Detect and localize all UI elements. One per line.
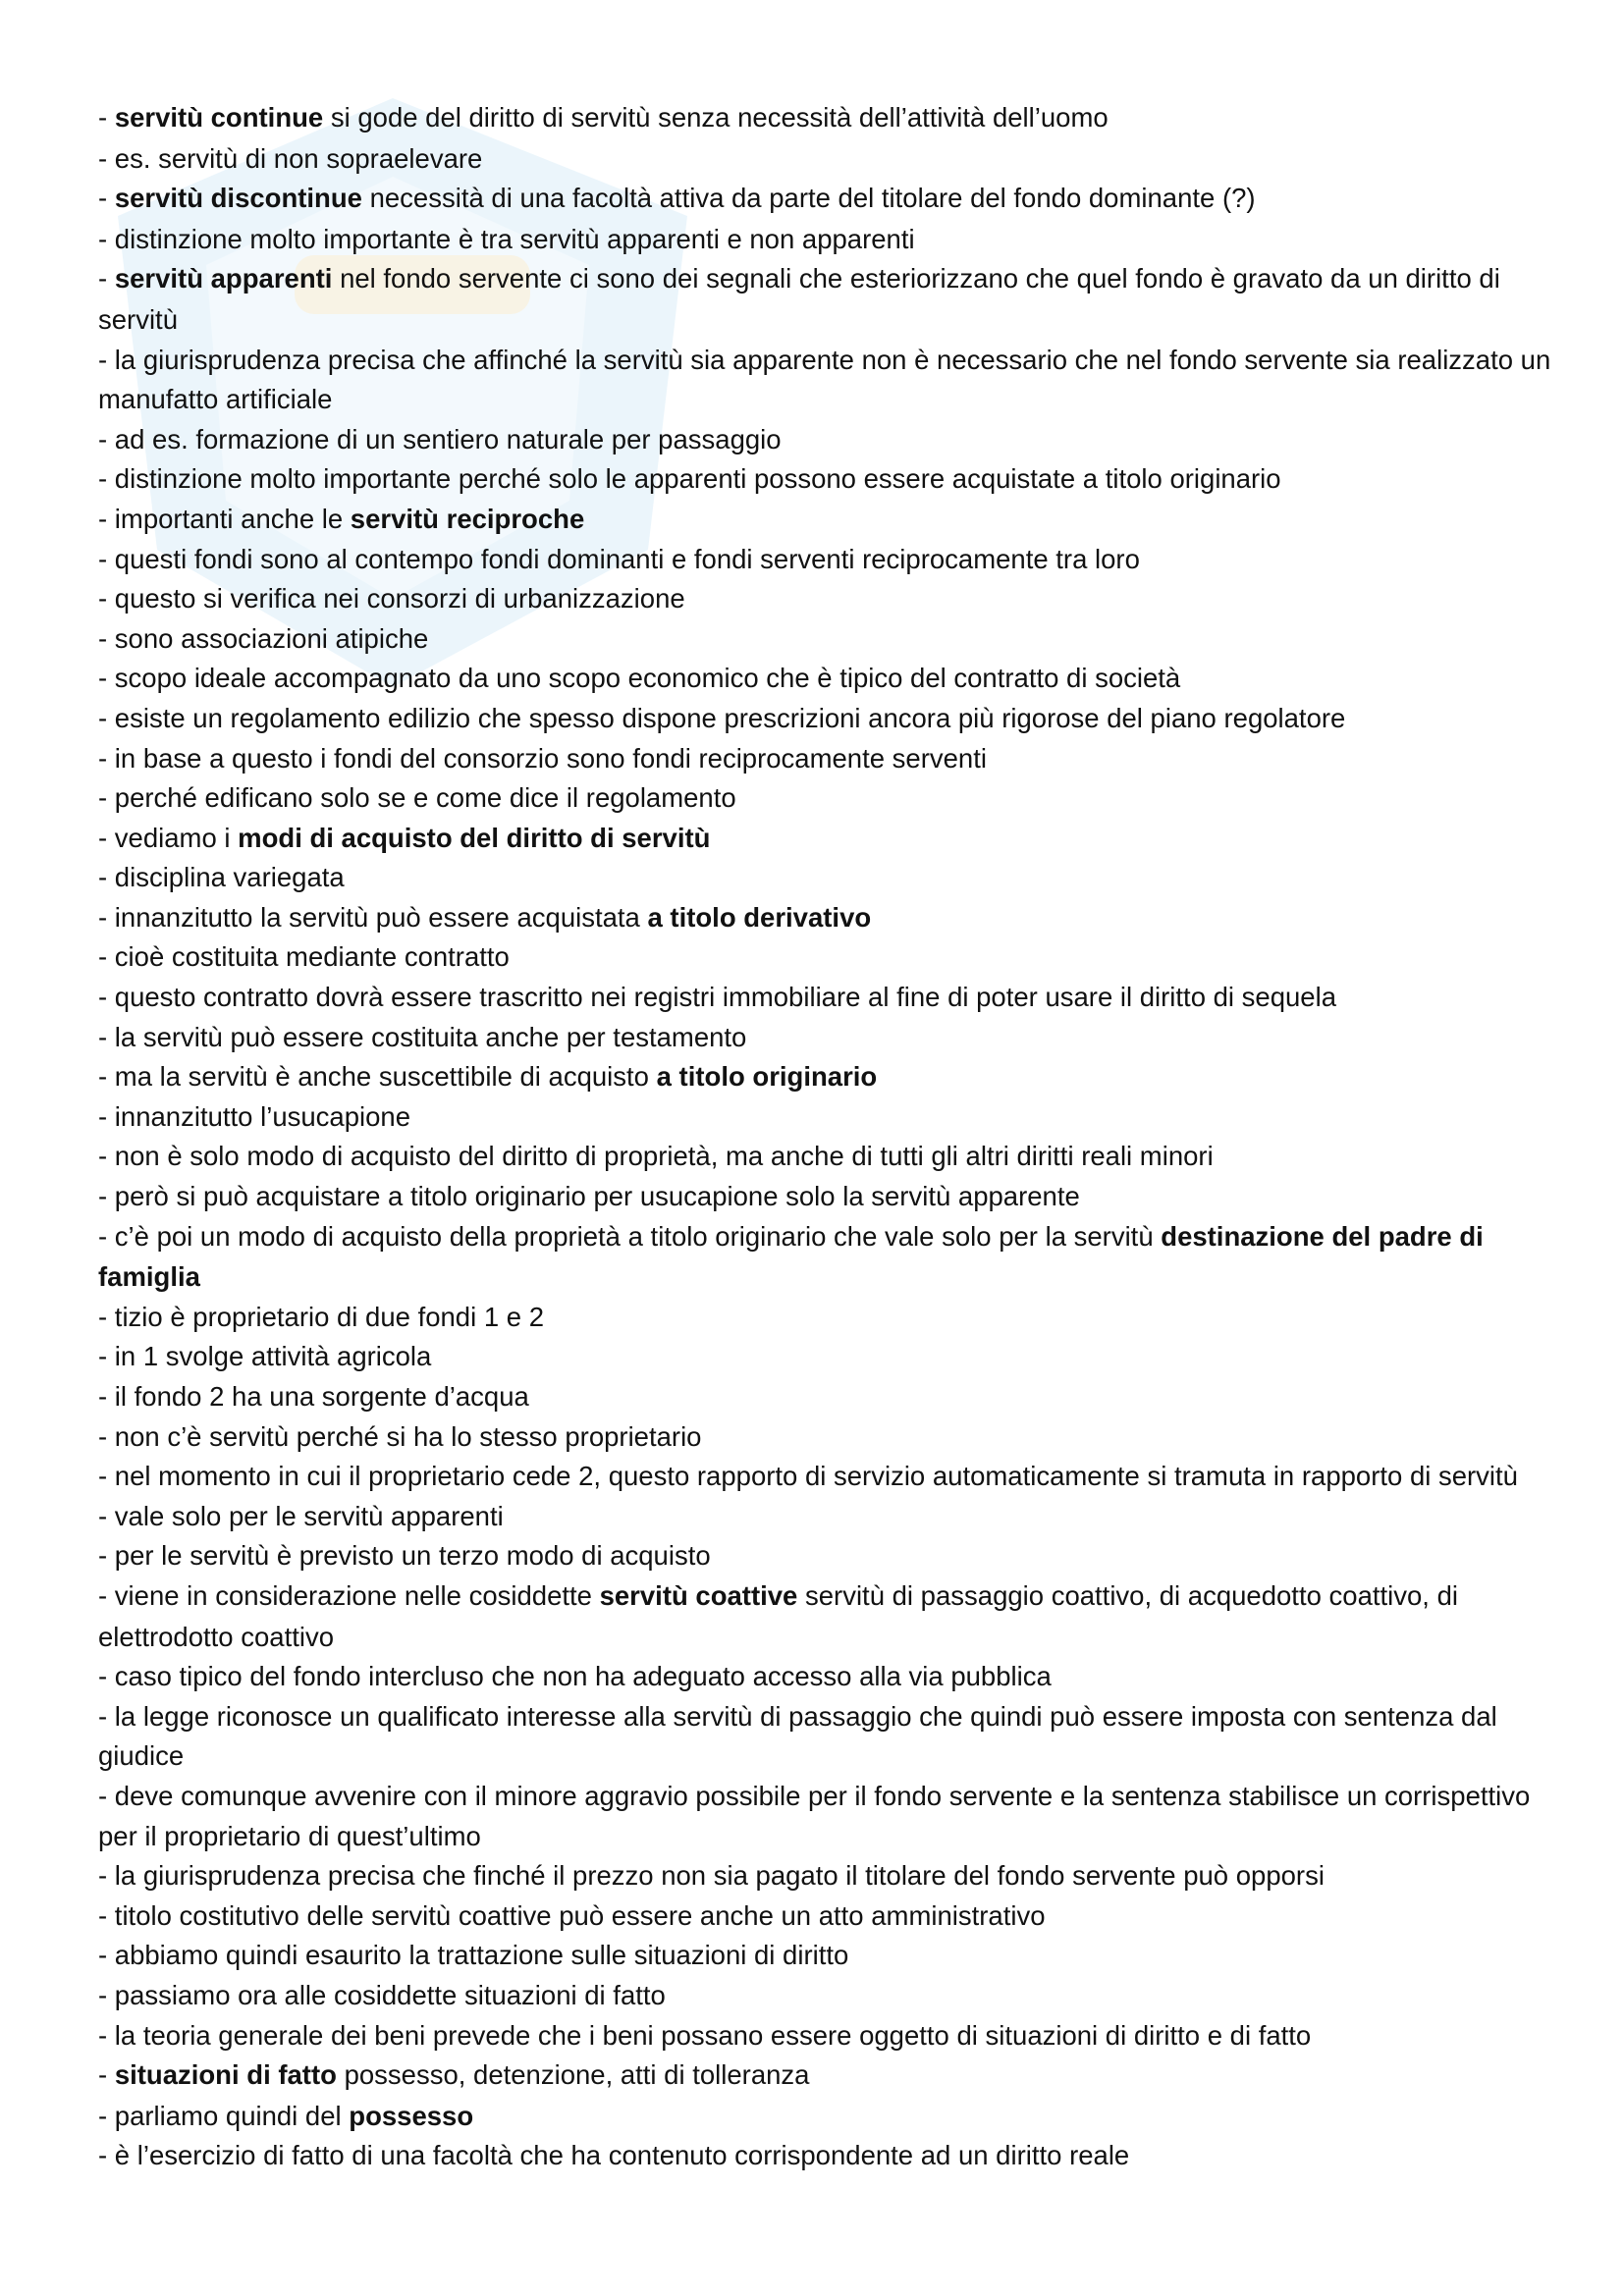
line-text: - vale solo per le servitù apparenti [98,1500,504,1531]
line-text: servitù di passaggio coattivo, di acquedotto coattivo, di elettrodotto coattivo [98,1579,1458,1652]
text-line [98,739,1551,779]
text-line [98,1936,1551,1976]
line-text: si gode del diritto di servitù senza necessità dell’attività dell’uomo [330,102,1109,133]
line-text: - ma la servitù è anche suscettibile di acquisto [98,1061,657,1093]
line-text: - titolo costitutivo delle servitù coattive può essere anche un atto amministrativo [98,1899,1046,1931]
text-line [98,1298,1551,1338]
text-line [98,1497,1551,1537]
line-text: - deve comunque avvenire con il minore aggravio possibile per il fondo servente e la sentenza stabilisce un corrispettivo per il proprietario di quest’ultimo [98,1780,1531,1851]
line-text [797,1580,805,1611]
text-line [98,1856,1551,1896]
line-text [337,2059,345,2090]
document-page [98,98,1551,2176]
line-text [323,102,331,133]
text-line [98,540,1551,580]
line-text: - ad es. formazione di un sentiero naturale per passaggio [98,423,782,454]
text-line [98,1417,1551,1458]
bold-term: a titolo originario [656,1061,878,1093]
bold-term: destinazione del padre di famiglia [98,1220,1484,1293]
line-text: - il fondo 2 ha una sorgente d’acqua [98,1381,529,1412]
line-text: - perché edificano solo se e come dice il regolamento [98,782,736,814]
text-line [98,1457,1551,1497]
text-line [98,179,1551,220]
text-line [98,1217,1551,1298]
line-text: - caso tipico del fondo intercluso che non ha adeguato accesso alla via pubblica [98,1661,1052,1692]
line-text: - [98,102,115,133]
text-line [98,1177,1551,1217]
line-text: - però si può acquistare a titolo originario per usucapione solo la servitù apparente [98,1181,1080,1212]
text-line [98,1097,1551,1138]
line-text: nel fondo servente ci sono dei segnali che esteriorizzano che quel fondo è gravato da un diritto di servitù [98,263,1500,335]
text-line [98,98,1551,139]
line-text: - è l’esercizio di fatto di una facoltà che ha contenuto corrispondente ad un diritto reale [98,2140,1130,2171]
bold-term: servitù reciproche [350,503,585,534]
text-line [98,341,1551,420]
text-line [98,1018,1551,1058]
text-line [98,1536,1551,1576]
text-line [98,898,1551,938]
line-text: - vediamo i [98,822,239,853]
line-text: - [98,263,115,294]
text-line [98,619,1551,660]
text-line [98,2097,1551,2137]
line-text: - la legge riconosce un qualificato interesse alla servitù di passaggio che quindi può essere imposta con sentenza dal giudice [98,1700,1497,1772]
line-text: - non è solo modo di acquisto del diritto di proprietà, ma anche di tutti gli altri diritti reali minori [98,1141,1214,1172]
text-line [98,500,1551,540]
line-text: - questi fondi sono al contempo fondi dominanti e fondi serventi reciprocamente tra loro [98,543,1140,574]
line-text: - parliamo quindi del [98,2100,350,2131]
line-text: - questo contratto dovrà essere trascritto nei registri immobiliare al fine di poter usare il diritto di sequela [98,982,1336,1013]
text-line [98,858,1551,898]
bold-term: servitù coattive [599,1579,798,1611]
text-line [98,1657,1551,1697]
line-text: - la giurisprudenza precisa che affinché la servitù sia apparente non è necessario che nel fondo servente sia realizzato un manufatto artificiale [98,344,1551,415]
text-line [98,579,1551,619]
line-text: - sono associazioni atipiche [98,622,429,654]
text-line [98,1137,1551,1177]
line-text: - in 1 svolge attività agricola [98,1341,432,1372]
text-line [98,1777,1551,1856]
text-line [98,819,1551,859]
text-line [98,1697,1551,1777]
line-text: - la servitù può essere costituita anche per testamento [98,1021,747,1052]
text-line [98,2056,1551,2097]
text-line [98,937,1551,978]
line-text [332,263,340,294]
text-line [98,659,1551,699]
bold-term: servitù discontinue [114,183,362,214]
text-line [98,699,1551,739]
line-text: - passiamo ora alle cosiddette situazioni di fatto [98,1979,666,2010]
line-text: necessità di una facoltà attiva da parte del titolare del fondo dominante (?) [369,183,1256,214]
line-text: - importanti anche le [98,503,351,534]
text-line [98,1377,1551,1417]
text-line [98,1896,1551,1937]
line-text: - viene in considerazione nelle cosiddette [98,1579,600,1611]
bold-term: possesso [349,2100,474,2131]
line-text: - [98,2059,115,2091]
line-text: - in base a questo i fondi del consorzio sono fondi reciprocamente serventi [98,742,987,774]
text-line [98,459,1551,500]
bold-term: situazioni di fatto [114,2059,337,2091]
line-text: - per le servitù è previsto un terzo modo di acquisto [98,1540,711,1572]
line-text: - la giurisprudenza precisa che finché il prezzo non sia pagato il titolare del fondo servente può opporsi [98,1860,1325,1892]
text-line [98,420,1551,460]
line-text: - distinzione molto importante perché solo le apparenti possono essere acquistate a titolo originario [98,463,1281,495]
line-text: - la teoria generale dei beni prevede che i beni possano essere oggetto di situazioni di diritto e di fatto [98,2019,1312,2051]
line-text: - questo si verifica nei consorzi di urbanizzazione [98,583,685,614]
bold-term: servitù continue [114,102,324,133]
bold-term: modi di acquisto del diritto di servitù [238,822,711,853]
text-line [98,2016,1551,2056]
line-text: - scopo ideale accompagnato da uno scopo economico che è tipico del contratto di società [98,663,1181,694]
text-line [98,2136,1551,2176]
text-line [98,978,1551,1018]
text-line [98,259,1551,340]
line-text: - esiste un regolamento edilizio che spesso dispone prescrizioni ancora più rigorose del piano regolatore [98,702,1346,733]
line-text: - nel momento in cui il proprietario cede 2, questo rapporto di servizio automaticamente si tramuta in rapporto di servitù [98,1461,1518,1492]
line-text [362,183,370,213]
line-text: - non c’è servitù perché si ha lo stesso proprietario [98,1420,702,1452]
bold-term: servitù apparenti [114,263,333,294]
text-line [98,220,1551,260]
line-text: - es. servitù di non sopraelevare [98,142,483,174]
line-text: - tizio è proprietario di due fondi 1 e 2 [98,1301,545,1332]
line-text: possesso, detenzione, atti di tolleranza [344,2059,810,2091]
text-line [98,1057,1551,1097]
text-line [98,139,1551,180]
text-line [98,1337,1551,1377]
line-text: - [98,183,115,214]
line-text: - c’è poi un modo di acquisto della proprietà a titolo originario che vale solo per la servitù [98,1220,1162,1252]
line-text: - innanzitutto la servitù può essere acquistata [98,901,648,933]
text-line [98,778,1551,819]
line-text: - innanzitutto l’usucapione [98,1100,410,1132]
line-text: - cioè costituita mediante contratto [98,941,510,973]
line-text: - abbiamo quindi esaurito la trattazione sulle situazioni di diritto [98,1940,849,1971]
text-line [98,1576,1551,1657]
text-line [98,1976,1551,2016]
line-text: - disciplina variegata [98,862,345,893]
line-text: - distinzione molto importante è tra servitù apparenti e non apparenti [98,223,915,254]
bold-term: a titolo derivativo [647,901,872,933]
